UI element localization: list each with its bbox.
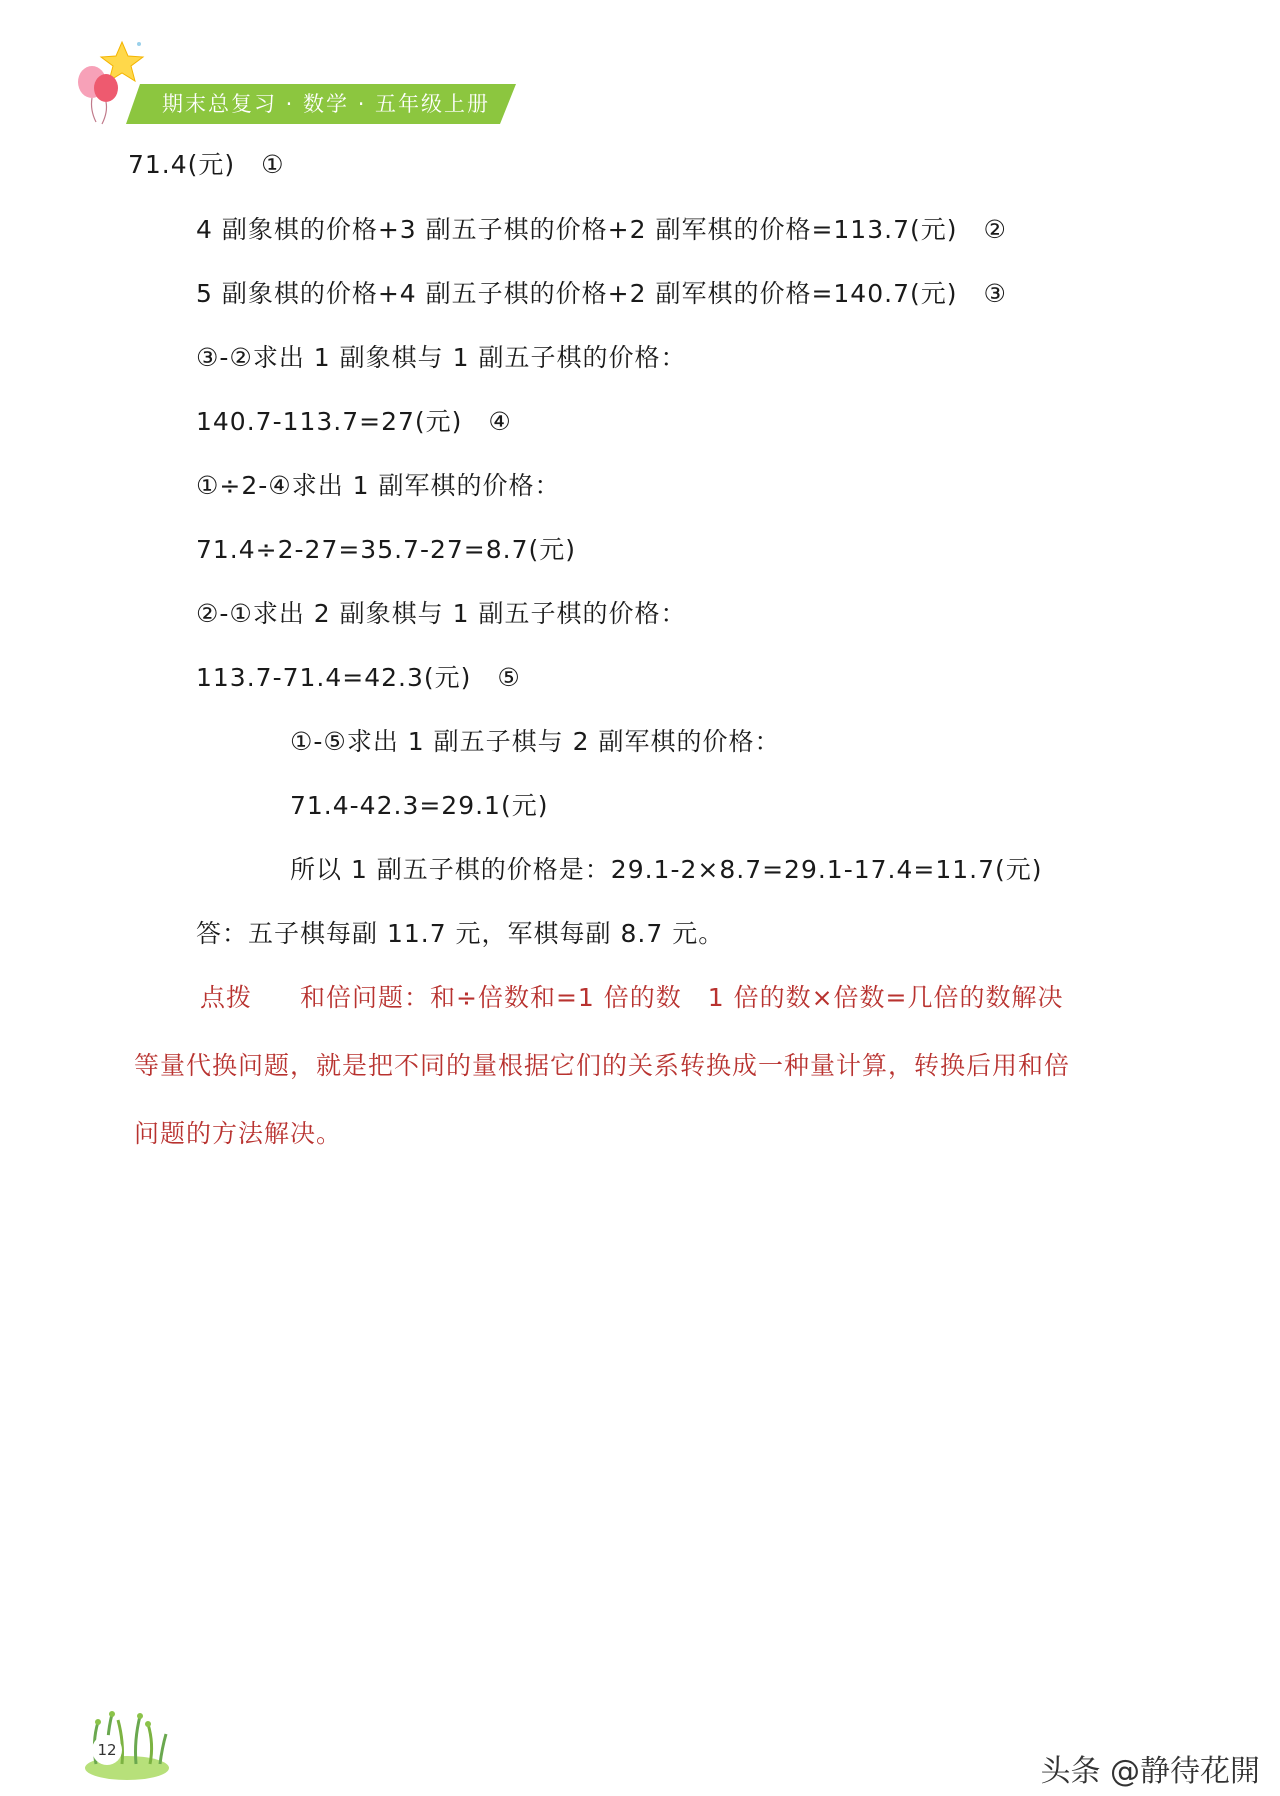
tip-line-3: 问题的方法解决。 [134,1119,343,1148]
text-line-9: 113.7-71.4=42.3(元) ⑤ [196,663,521,692]
watermark: 头条 @静待花開 [1040,1754,1260,1789]
text-line-3: 5 副象棋的价格+4 副五子棋的价格+2 副军棋的价格=140.7(元) ③ [196,279,1007,308]
text-line-11: 71.4-42.3=29.1(元) [290,791,549,820]
tip-line-1: 和倍问题：和÷倍数和=1 倍的数 1 倍的数×倍数=几倍的数解决 [300,983,1064,1012]
text-line-6: ①÷2-④求出 1 副军棋的价格： [196,471,561,500]
page-number: 12 [92,1735,122,1765]
text-line-8: ②-①求出 2 副象棋与 1 副五子棋的价格： [196,599,687,628]
header-banner [76,36,516,136]
text-line-2: 4 副象棋的价格+3 副五子棋的价格+2 副军棋的价格=113.7(元) ② [196,215,1007,244]
tip-line-2: 等量代换问题，就是把不同的量根据它们的关系转换成一种量计算，转换后用和倍 [134,1051,1071,1080]
answer-line: 答：五子棋每副 11.7 元，军棋每副 8.7 元。 [196,919,725,948]
text-line-12: 所以 1 副五子棋的价格是：29.1-2×8.7=29.1-17.4=11.7(元) [290,855,1043,884]
text-line-1: 71.4(元) ① [128,150,285,179]
header-title: 期末总复习 · 数学 · 五年级上册 [162,92,491,116]
text-line-7: 71.4÷2-27=35.7-27=8.7(元) [196,535,577,564]
text-line-5: 140.7-113.7=27(元) ④ [196,407,512,436]
tip-label: 点拨 [200,983,253,1012]
text-line-10: ①-⑤求出 1 副五子棋与 2 副军棋的价格： [290,727,781,756]
text-line-4: ③-②求出 1 副象棋与 1 副五子棋的价格： [196,343,687,372]
